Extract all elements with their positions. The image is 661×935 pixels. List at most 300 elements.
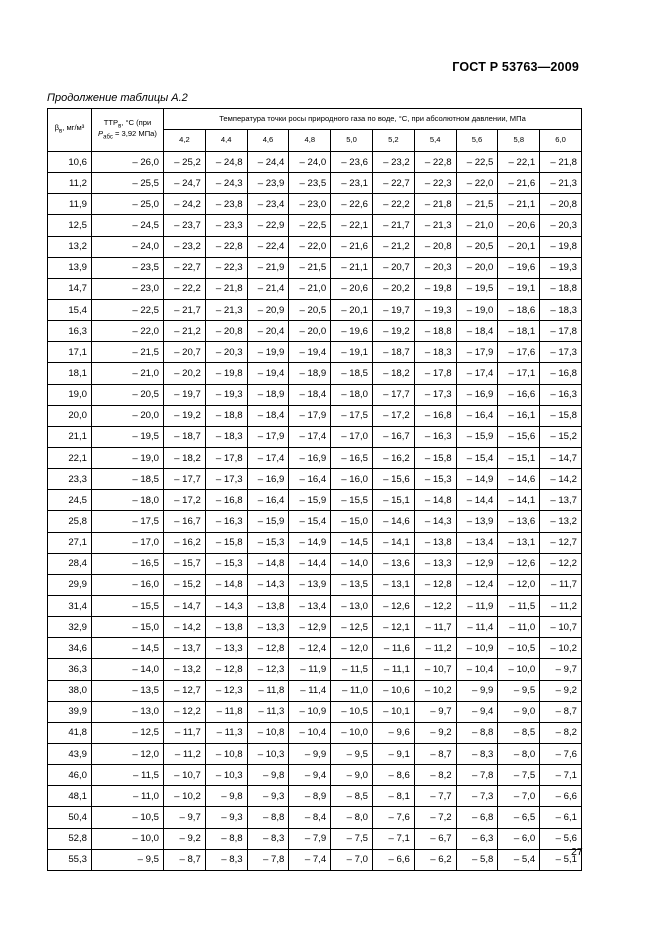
dew-point-cell: – 5,4 xyxy=(498,849,540,870)
dew-point-cell: – 19,7 xyxy=(164,384,206,405)
dew-point-cell: – 5,8 xyxy=(456,849,498,870)
dew-point-cell: – 22,5 xyxy=(289,215,331,236)
dew-point-cell: – 22,8 xyxy=(414,152,456,173)
dew-point-cell: – 18,5 xyxy=(331,363,373,384)
dew-point-cell: – 15,5 xyxy=(331,490,373,511)
dew-point-cell: – 22,3 xyxy=(414,173,456,194)
dew-point-cell: – 22,9 xyxy=(247,215,289,236)
water-content-cell: 19,0 xyxy=(48,384,92,405)
dew-point-cell: – 10,9 xyxy=(289,701,331,722)
dew-point-cell: – 15,2 xyxy=(164,574,206,595)
dew-point-cell: – 14,6 xyxy=(372,511,414,532)
dew-point-cell: – 17,2 xyxy=(372,405,414,426)
dew-point-cell: – 16,2 xyxy=(372,447,414,468)
table-row xyxy=(48,299,582,320)
dew-point-cell: – 12,7 xyxy=(540,532,582,553)
dew-point-cell: – 11,4 xyxy=(456,617,498,638)
header-pressure: 5,4 xyxy=(414,130,456,152)
dew-point-cell: – 16,9 xyxy=(289,447,331,468)
dew-point-cell: – 6,1 xyxy=(540,807,582,828)
ttr-cell: – 13,5 xyxy=(92,680,164,701)
dew-point-cell: – 9,4 xyxy=(289,765,331,786)
dew-point-cell: – 10,5 xyxy=(498,638,540,659)
dew-point-cell: – 9,7 xyxy=(164,807,206,828)
dew-point-cell: – 20,3 xyxy=(540,215,582,236)
water-content-cell: 27,1 xyxy=(48,532,92,553)
dew-point-cell: – 16,9 xyxy=(456,384,498,405)
dew-point-cell: – 12,0 xyxy=(498,574,540,595)
dew-point-cell: – 6,3 xyxy=(456,828,498,849)
water-content-cell: 46,0 xyxy=(48,765,92,786)
ttr-cell: – 14,0 xyxy=(92,659,164,680)
dew-point-cell: – 7,8 xyxy=(456,765,498,786)
dew-point-cell: – 21,7 xyxy=(164,299,206,320)
dew-point-cell: – 13,7 xyxy=(540,490,582,511)
dew-point-cell: – 9,8 xyxy=(205,786,247,807)
dew-point-table xyxy=(47,108,582,871)
water-content-cell: 17,1 xyxy=(48,342,92,363)
dew-point-cell: – 19,2 xyxy=(372,321,414,342)
table-row xyxy=(48,278,582,299)
dew-point-cell: – 7,1 xyxy=(540,765,582,786)
dew-point-cell: – 21,3 xyxy=(205,299,247,320)
dew-point-cell: – 13,9 xyxy=(456,511,498,532)
table-row xyxy=(48,617,582,638)
table-row xyxy=(48,257,582,278)
dew-point-cell: – 10,2 xyxy=(540,638,582,659)
table-row xyxy=(48,342,582,363)
dew-point-cell: – 20,2 xyxy=(372,278,414,299)
dew-point-cell: – 20,0 xyxy=(456,257,498,278)
dew-point-cell: – 7,8 xyxy=(247,849,289,870)
dew-point-cell: – 16,0 xyxy=(331,469,373,490)
dew-point-cell: – 16,3 xyxy=(414,426,456,447)
dew-point-cell: – 24,8 xyxy=(205,152,247,173)
water-content-cell: 34,6 xyxy=(48,638,92,659)
dew-point-cell: – 15,0 xyxy=(331,511,373,532)
dew-point-cell: – 15,9 xyxy=(247,511,289,532)
dew-point-cell: – 9,1 xyxy=(372,743,414,764)
ttr-cell: – 20,5 xyxy=(92,384,164,405)
water-content-cell: 52,8 xyxy=(48,828,92,849)
dew-point-cell: – 18,3 xyxy=(540,299,582,320)
dew-point-cell: – 21,8 xyxy=(205,278,247,299)
dew-point-cell: – 22,7 xyxy=(164,257,206,278)
dew-point-cell: – 17,3 xyxy=(414,384,456,405)
ttr-cell: – 25,5 xyxy=(92,173,164,194)
dew-point-cell: – 10,2 xyxy=(414,680,456,701)
dew-point-cell: – 20,1 xyxy=(331,299,373,320)
water-content-cell: 14,7 xyxy=(48,278,92,299)
dew-point-cell: – 20,1 xyxy=(498,236,540,257)
dew-point-cell: – 14,5 xyxy=(331,532,373,553)
ttr-cell: – 21,0 xyxy=(92,363,164,384)
dew-point-cell: – 14,3 xyxy=(205,595,247,616)
ttr-cell: – 19,0 xyxy=(92,447,164,468)
table-row xyxy=(48,701,582,722)
dew-point-cell: – 14,0 xyxy=(331,553,373,574)
dew-point-cell: – 12,2 xyxy=(414,595,456,616)
dew-point-cell: – 6,5 xyxy=(498,807,540,828)
dew-point-cell: – 13,7 xyxy=(164,638,206,659)
dew-point-cell: – 18,8 xyxy=(205,405,247,426)
table-row xyxy=(48,807,582,828)
dew-point-cell: – 10,7 xyxy=(414,659,456,680)
dew-point-cell: – 10,5 xyxy=(331,701,373,722)
dew-point-cell: – 14,8 xyxy=(414,490,456,511)
dew-point-cell: – 7,6 xyxy=(540,743,582,764)
dew-point-cell: – 11,3 xyxy=(247,701,289,722)
dew-point-cell: – 17,0 xyxy=(331,426,373,447)
water-content-cell: 24,5 xyxy=(48,490,92,511)
dew-point-cell: – 14,4 xyxy=(456,490,498,511)
dew-point-cell: – 21,6 xyxy=(331,236,373,257)
dew-point-cell: – 9,0 xyxy=(498,701,540,722)
dew-point-cell: – 9,6 xyxy=(372,722,414,743)
table-row xyxy=(48,574,582,595)
header-water-content: $\beta_в$, мг/м³ xyxy=(48,109,92,152)
dew-point-cell: – 14,8 xyxy=(205,574,247,595)
dew-point-cell: – 24,0 xyxy=(289,152,331,173)
ttr-cell: – 15,0 xyxy=(92,617,164,638)
dew-point-cell: – 17,2 xyxy=(164,490,206,511)
header-pressure: 4,4 xyxy=(205,130,247,152)
dew-point-cell: – 21,3 xyxy=(540,173,582,194)
water-content-cell: 13,9 xyxy=(48,257,92,278)
dew-point-cell: – 9,2 xyxy=(540,680,582,701)
dew-point-cell: – 18,4 xyxy=(289,384,331,405)
water-content-cell: 48,1 xyxy=(48,786,92,807)
table-row xyxy=(48,490,582,511)
dew-point-cell: – 15,9 xyxy=(456,426,498,447)
dew-point-cell: – 12,2 xyxy=(540,553,582,574)
ttr-cell: – 18,5 xyxy=(92,469,164,490)
dew-point-cell: – 20,8 xyxy=(414,236,456,257)
dew-point-cell: – 19,1 xyxy=(331,342,373,363)
dew-point-cell: – 14,2 xyxy=(164,617,206,638)
table-row xyxy=(48,786,582,807)
dew-point-cell: – 18,8 xyxy=(540,278,582,299)
header-pressure: 5,6 xyxy=(456,130,498,152)
dew-point-cell: – 15,8 xyxy=(540,405,582,426)
dew-point-cell: – 11,0 xyxy=(331,680,373,701)
dew-point-cell: – 23,1 xyxy=(331,173,373,194)
dew-point-cell: – 10,6 xyxy=(372,680,414,701)
dew-point-cell: – 22,1 xyxy=(331,215,373,236)
dew-point-cell: – 22,0 xyxy=(456,173,498,194)
table-row xyxy=(48,194,582,215)
dew-point-cell: – 17,4 xyxy=(289,426,331,447)
dew-point-cell: – 22,0 xyxy=(289,236,331,257)
dew-point-cell: – 15,4 xyxy=(289,511,331,532)
dew-point-cell: – 19,3 xyxy=(205,384,247,405)
dew-point-cell: – 12,6 xyxy=(498,553,540,574)
dew-point-cell: – 17,8 xyxy=(540,321,582,342)
dew-point-cell: – 17,8 xyxy=(414,363,456,384)
water-content-cell: 43,9 xyxy=(48,743,92,764)
table-caption: Продолжение таблицы А.2 xyxy=(47,92,188,104)
dew-point-cell: – 16,6 xyxy=(498,384,540,405)
dew-point-cell: – 9,9 xyxy=(289,743,331,764)
dew-point-cell: – 11,0 xyxy=(498,617,540,638)
dew-point-cell: – 16,1 xyxy=(498,405,540,426)
dew-point-cell: – 16,3 xyxy=(205,511,247,532)
ttr-cell: – 18,0 xyxy=(92,490,164,511)
dew-point-cell: – 13,9 xyxy=(289,574,331,595)
ttr-cell: – 10,5 xyxy=(92,807,164,828)
dew-point-cell: – 20,6 xyxy=(498,215,540,236)
dew-point-cell: – 8,6 xyxy=(372,765,414,786)
dew-point-cell: – 19,4 xyxy=(247,363,289,384)
header-pressure: 5,0 xyxy=(331,130,373,152)
water-content-cell: 11,2 xyxy=(48,173,92,194)
dew-point-cell: – 7,9 xyxy=(289,828,331,849)
dew-point-cell: – 16,8 xyxy=(540,363,582,384)
dew-point-cell: – 7,1 xyxy=(372,828,414,849)
dew-point-cell: – 8,7 xyxy=(164,849,206,870)
standard-designation: ГОСТ Р 53763—2009 xyxy=(452,60,579,74)
dew-point-cell: – 21,6 xyxy=(498,173,540,194)
dew-point-cell: – 16,4 xyxy=(456,405,498,426)
header-pressure: 6,0 xyxy=(540,130,582,152)
dew-point-cell: – 23,9 xyxy=(247,173,289,194)
dew-point-cell: – 22,4 xyxy=(247,236,289,257)
dew-point-cell: – 10,8 xyxy=(247,722,289,743)
dew-point-cell: – 20,3 xyxy=(205,342,247,363)
dew-point-cell: – 19,6 xyxy=(331,321,373,342)
dew-point-cell: – 8,8 xyxy=(247,807,289,828)
dew-point-cell: – 15,1 xyxy=(498,447,540,468)
dew-point-cell: – 15,8 xyxy=(414,447,456,468)
dew-point-cell: – 14,9 xyxy=(289,532,331,553)
water-content-cell: 12,5 xyxy=(48,215,92,236)
header-pressure: 4,8 xyxy=(289,130,331,152)
water-content-cell: 23,3 xyxy=(48,469,92,490)
dew-point-cell: – 22,7 xyxy=(372,173,414,194)
dew-point-cell: – 23,2 xyxy=(164,236,206,257)
dew-point-cell: – 12,8 xyxy=(414,574,456,595)
ttr-cell: – 21,5 xyxy=(92,342,164,363)
table-row xyxy=(48,152,582,173)
table-row xyxy=(48,236,582,257)
ttr-cell: – 11,5 xyxy=(92,765,164,786)
dew-point-cell: – 11,1 xyxy=(372,659,414,680)
dew-point-cell: – 8,5 xyxy=(498,722,540,743)
dew-point-cell: – 19,3 xyxy=(414,299,456,320)
dew-point-cell: – 10,0 xyxy=(498,659,540,680)
dew-point-cell: – 16,4 xyxy=(247,490,289,511)
ttr-cell: – 24,5 xyxy=(92,215,164,236)
dew-point-cell: – 11,2 xyxy=(414,638,456,659)
dew-point-cell: – 8,3 xyxy=(247,828,289,849)
water-content-cell: 18,1 xyxy=(48,363,92,384)
dew-point-cell: – 20,5 xyxy=(289,299,331,320)
page-number: 27 xyxy=(571,846,583,858)
dew-point-cell: – 21,5 xyxy=(456,194,498,215)
table-row xyxy=(48,743,582,764)
water-content-cell: 31,4 xyxy=(48,595,92,616)
dew-point-cell: – 8,8 xyxy=(456,722,498,743)
dew-point-cell: – 7,6 xyxy=(372,807,414,828)
water-content-cell: 21,1 xyxy=(48,426,92,447)
dew-point-cell: – 19,7 xyxy=(372,299,414,320)
dew-point-cell: – 18,7 xyxy=(164,426,206,447)
ttr-cell: – 24,0 xyxy=(92,236,164,257)
dew-point-cell: – 22,2 xyxy=(372,194,414,215)
water-content-cell: 28,4 xyxy=(48,553,92,574)
dew-point-cell: – 17,6 xyxy=(498,342,540,363)
water-content-cell: 10,6 xyxy=(48,152,92,173)
table-row xyxy=(48,680,582,701)
dew-point-cell: – 19,5 xyxy=(456,278,498,299)
table-row xyxy=(48,722,582,743)
dew-point-cell: – 17,3 xyxy=(540,342,582,363)
dew-point-cell: – 16,3 xyxy=(540,384,582,405)
dew-point-cell: – 9,4 xyxy=(456,701,498,722)
ttr-cell: – 15,5 xyxy=(92,595,164,616)
dew-point-cell: – 8,1 xyxy=(372,786,414,807)
dew-point-cell: – 20,8 xyxy=(540,194,582,215)
dew-point-cell: – 11,8 xyxy=(247,680,289,701)
dew-point-cell: – 8,8 xyxy=(205,828,247,849)
table-row xyxy=(48,595,582,616)
dew-point-cell: – 10,8 xyxy=(205,743,247,764)
water-content-cell: 32,9 xyxy=(48,617,92,638)
table-row xyxy=(48,659,582,680)
ttr-cell: – 20,0 xyxy=(92,405,164,426)
table-row xyxy=(48,426,582,447)
dew-point-cell: – 12,8 xyxy=(205,659,247,680)
dew-point-cell: – 20,7 xyxy=(164,342,206,363)
dew-point-cell: – 25,2 xyxy=(164,152,206,173)
ttr-cell: – 9,5 xyxy=(92,849,164,870)
dew-point-cell: – 24,7 xyxy=(164,173,206,194)
dew-point-cell: – 11,7 xyxy=(414,617,456,638)
dew-point-cell: – 5,1 xyxy=(540,849,582,870)
ttr-cell: – 17,5 xyxy=(92,511,164,532)
dew-point-cell: – 11,7 xyxy=(164,722,206,743)
dew-point-cell: – 18,7 xyxy=(372,342,414,363)
dew-point-cell: – 11,3 xyxy=(205,722,247,743)
dew-point-cell: – 23,6 xyxy=(331,152,373,173)
dew-point-cell: – 14,9 xyxy=(456,469,498,490)
dew-point-cell: – 13,4 xyxy=(456,532,498,553)
dew-point-cell: – 12,3 xyxy=(247,659,289,680)
dew-point-cell: – 12,9 xyxy=(289,617,331,638)
dew-point-cell: – 13,6 xyxy=(498,511,540,532)
dew-point-cell: – 10,3 xyxy=(247,743,289,764)
table-row xyxy=(48,849,582,870)
water-content-cell: 11,9 xyxy=(48,194,92,215)
dew-point-cell: – 20,4 xyxy=(247,321,289,342)
dew-point-cell: – 5,6 xyxy=(540,828,582,849)
water-content-cell: 36,3 xyxy=(48,659,92,680)
dew-point-cell: – 23,0 xyxy=(289,194,331,215)
dew-point-cell: – 21,2 xyxy=(372,236,414,257)
dew-point-cell: – 14,4 xyxy=(289,553,331,574)
dew-point-cell: – 8,9 xyxy=(289,786,331,807)
dew-point-cell: – 11,4 xyxy=(289,680,331,701)
dew-point-cell: – 19,6 xyxy=(498,257,540,278)
dew-point-cell: – 10,1 xyxy=(372,701,414,722)
dew-point-cell: – 20,2 xyxy=(164,363,206,384)
dew-point-cell: – 18,6 xyxy=(498,299,540,320)
dew-point-cell: – 17,9 xyxy=(289,405,331,426)
table-row xyxy=(48,532,582,553)
header-pressure: 5,2 xyxy=(372,130,414,152)
dew-point-cell: – 20,8 xyxy=(205,321,247,342)
ttr-cell: – 10,0 xyxy=(92,828,164,849)
dew-point-cell: – 12,5 xyxy=(331,617,373,638)
dew-point-cell: – 8,4 xyxy=(289,807,331,828)
dew-point-cell: – 17,9 xyxy=(456,342,498,363)
water-content-cell: 38,0 xyxy=(48,680,92,701)
water-content-cell: 25,8 xyxy=(48,511,92,532)
dew-point-cell: – 20,7 xyxy=(372,257,414,278)
dew-point-cell: – 9,2 xyxy=(164,828,206,849)
dew-point-cell: – 18,4 xyxy=(456,321,498,342)
dew-point-cell: – 13,8 xyxy=(205,617,247,638)
dew-point-cell: – 23,3 xyxy=(205,215,247,236)
dew-point-cell: – 13,3 xyxy=(205,638,247,659)
table-row xyxy=(48,405,582,426)
dew-point-cell: – 19,9 xyxy=(247,342,289,363)
dew-point-cell: – 20,9 xyxy=(247,299,289,320)
dew-point-cell: – 22,6 xyxy=(331,194,373,215)
dew-point-cell: – 21,4 xyxy=(247,278,289,299)
ttr-cell: – 12,0 xyxy=(92,743,164,764)
dew-point-cell: – 9,0 xyxy=(331,765,373,786)
dew-point-cell: – 12,3 xyxy=(205,680,247,701)
dew-point-cell: – 9,8 xyxy=(247,765,289,786)
dew-point-cell: – 9,7 xyxy=(414,701,456,722)
dew-point-cell: – 16,7 xyxy=(372,426,414,447)
dew-point-cell: – 18,4 xyxy=(247,405,289,426)
dew-point-cell: – 18,1 xyxy=(498,321,540,342)
dew-point-cell: – 10,7 xyxy=(540,617,582,638)
header-ttr: $ТТР_в$, °С (при $P_{абс} = 3,92$ МПа) xyxy=(92,109,164,152)
dew-point-cell: – 22,3 xyxy=(205,257,247,278)
dew-point-cell: – 9,5 xyxy=(331,743,373,764)
dew-point-cell: – 9,3 xyxy=(205,807,247,828)
dew-point-cell: – 16,8 xyxy=(414,405,456,426)
ttr-cell: – 14,5 xyxy=(92,638,164,659)
water-content-cell: 55,3 xyxy=(48,849,92,870)
dew-point-cell: – 14,3 xyxy=(247,574,289,595)
dew-point-cell: – 14,3 xyxy=(414,511,456,532)
dew-point-cell: – 7,2 xyxy=(414,807,456,828)
water-content-cell: 39,9 xyxy=(48,701,92,722)
dew-point-cell: – 21,0 xyxy=(289,278,331,299)
dew-point-cell: – 17,1 xyxy=(498,363,540,384)
dew-point-cell: – 10,4 xyxy=(289,722,331,743)
table-row xyxy=(48,447,582,468)
dew-point-cell: – 14,7 xyxy=(540,447,582,468)
dew-point-cell: – 7,0 xyxy=(331,849,373,870)
water-content-cell: 13,2 xyxy=(48,236,92,257)
dew-point-cell: – 17,7 xyxy=(164,469,206,490)
table-row xyxy=(48,215,582,236)
ttr-cell: – 19,5 xyxy=(92,426,164,447)
dew-point-cell: – 7,5 xyxy=(331,828,373,849)
ttr-cell: – 23,0 xyxy=(92,278,164,299)
dew-point-cell: – 21,8 xyxy=(414,194,456,215)
table-row xyxy=(48,384,582,405)
dew-point-cell: – 19,8 xyxy=(205,363,247,384)
dew-point-cell: – 17,5 xyxy=(331,405,373,426)
dew-point-cell: – 10,3 xyxy=(205,765,247,786)
dew-point-cell: – 22,8 xyxy=(205,236,247,257)
